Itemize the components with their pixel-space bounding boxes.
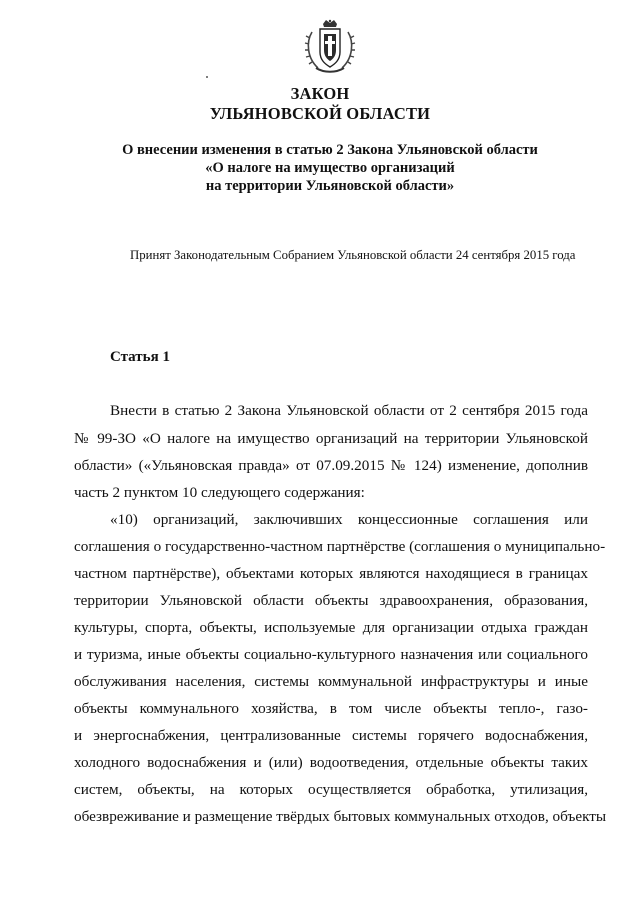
article-heading: Статья 1	[110, 349, 170, 365]
law-subtitle-line: «О налоге на имущество организаций	[205, 160, 455, 176]
body-text-line: культуры, спорта, объекты, используемые для организации отдыха граждан	[74, 619, 588, 636]
scan-artifact	[206, 76, 208, 78]
body-text-line: и туризма, иные объекты социально-культурного назначения или социального	[74, 646, 588, 663]
body-text-line: № 99-ЗО «О налоге на имущество организаций на территории Ульяновской	[74, 430, 588, 447]
body-text-line: и энергоснабжения, централизованные системы горячего водоснабжения,	[74, 727, 588, 744]
body-text-line: часть 2 пунктом 10 следующего содержания:	[74, 484, 365, 501]
body-text-line: «10) организаций, заключивших концессионные соглашения или	[110, 511, 588, 528]
adoption-note: Принят Законодательным Собранием Ульяновской области 24 сентября 2015 года	[130, 248, 576, 262]
body-text-line: холодного водоснабжения и (или) водоотведения, отдельные объекты таких	[74, 754, 588, 771]
body-text-line: объекты коммунального хозяйства, в том числе объекты тепло-, газо-	[74, 700, 588, 717]
body-text-line: соглашения о государственно-частном партнёрстве (соглашения о муниципально-	[74, 538, 606, 555]
body-text-line: частном партнёрстве), объектами которых являются находящиеся в границах	[74, 565, 588, 582]
body-text-line: обезвреживание и размещение твёрдых бытовых коммунальных отходов, объекты	[74, 808, 607, 825]
law-title: ЗАКОН	[290, 84, 350, 103]
body-text-line: обслуживания населения, системы коммунальной инфраструктуры и иные	[74, 673, 588, 690]
coat-of-arms-icon	[298, 18, 362, 76]
body-text-line: территории Ульяновской области объекты здравоохранения, образования,	[74, 592, 588, 609]
law-subtitle-line: О внесении изменения в статью 2 Закона Ульяновской области	[122, 142, 538, 158]
law-region-title: УЛЬЯНОВСКОЙ ОБЛАСТИ	[209, 104, 431, 123]
law-subtitle-line: на территории Ульяновской области»	[205, 178, 455, 194]
body-text-line: области» («Ульяновская правда» от 07.09.2015 № 124) изменение, дополнив	[74, 457, 588, 474]
body-text-line: Внести в статью 2 Закона Ульяновской области от 2 сентября 2015 года	[110, 402, 588, 419]
body-text-line: систем, объекты, на которых осуществляется обработка, утилизация,	[74, 781, 588, 798]
